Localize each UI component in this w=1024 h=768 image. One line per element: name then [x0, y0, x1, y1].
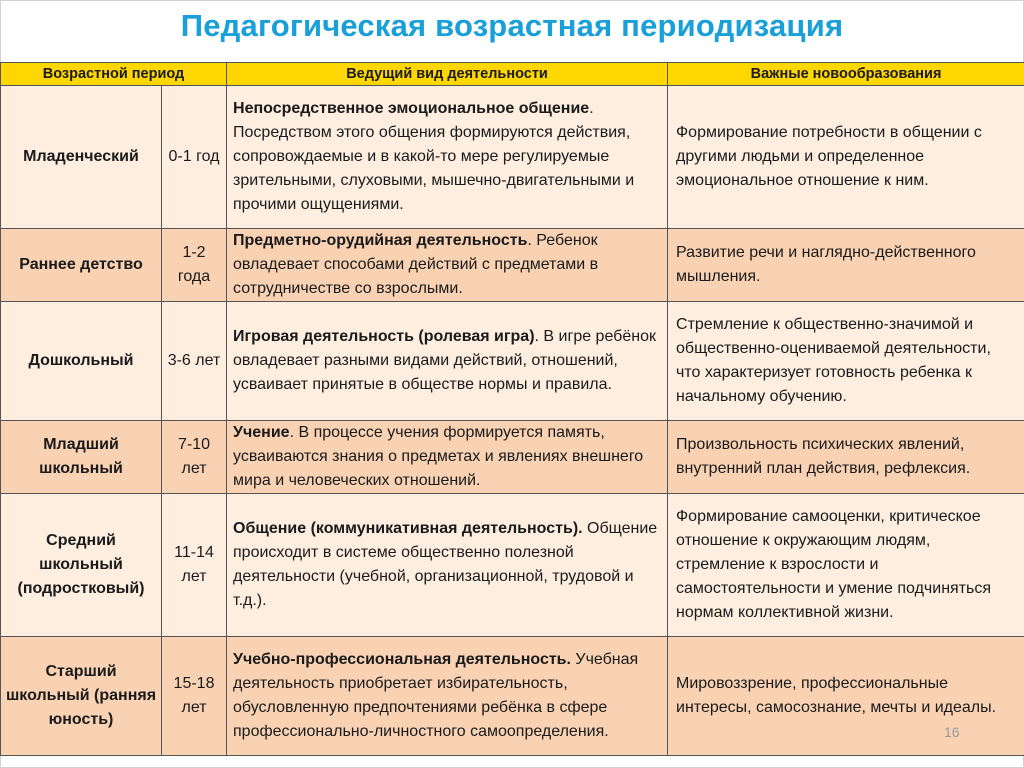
table-row	[1, 229, 1024, 302]
periodization-table	[0, 62, 1024, 756]
outcome-cell: Произвольность психических явлений, внутренний план действия, рефлексия.	[668, 421, 1024, 494]
activity-description: Общение происходит в системе общественно полезной деятельности (учебной, организационной, трудовой и т.д.).	[233, 520, 658, 609]
table-row	[1, 637, 1024, 756]
age-cell: 1-2 года	[162, 229, 227, 302]
activity-lead: Общение (коммуникативная деятельность).	[233, 520, 583, 537]
outcome-cell: Мировоззрение, профессиональные интересы, самосознание, мечты и идеалы.	[668, 637, 1024, 756]
age-cell: 11-14 лет	[162, 494, 227, 637]
period-cell: Дошкольный	[1, 302, 162, 421]
period-cell: Старший школьный (ранняя юность)	[1, 637, 162, 756]
activity-lead: Учение	[233, 424, 290, 441]
outcome-cell: Стремление к общественно-значимой и общественно-оцениваемой деятельности, что характеризует готовность ребенка к начальному обучению.	[668, 302, 1024, 421]
period-cell: Средний школьный (подростковый)	[1, 494, 162, 637]
activity-description: . Ребенок овладевает способами действий с предметами в сотрудничестве со взрослыми.	[233, 232, 599, 297]
activity-description: . В игре ребёнок овладевает разными видами действий, отношений, усваивает принятые в обществе нормы и правила.	[233, 328, 656, 393]
age-cell: 3-6 лет	[162, 302, 227, 421]
activity-description: . Посредством этого общения формируются действия, сопровождаемые и в какой-то мере регулируемые зрительными, слуховыми, мышечно-двигательными и прочими ощущениями.	[233, 100, 635, 213]
table-row	[1, 421, 1024, 494]
table-header-row	[1, 63, 1024, 86]
outcome-cell: Формирование потребности в общении с другими людьми и определенное эмоциональное отношение к ним.	[668, 86, 1024, 229]
table-row	[1, 86, 1024, 229]
outcome-cell: Развитие речи и наглядно-действенного мышления.	[668, 229, 1024, 302]
activity-lead: Предметно-орудийная деятельность	[233, 232, 528, 249]
activity-cell	[227, 421, 668, 494]
age-cell: 7-10 лет	[162, 421, 227, 494]
period-cell: Младший школьный	[1, 421, 162, 494]
activity-cell	[227, 86, 668, 229]
activity-description: . В процессе учения формируется память, усваиваются знания о предметах и явлениях внешнего мира и человеческих отношений.	[233, 424, 644, 489]
period-cell: Младенческий	[1, 86, 162, 229]
activity-cell	[227, 302, 668, 421]
activity-cell	[227, 229, 668, 302]
header-activity: Ведущий вид деятельности	[227, 63, 668, 86]
activity-cell	[227, 494, 668, 637]
age-cell: 15-18 лет	[162, 637, 227, 756]
page-number: 16	[944, 724, 960, 740]
header-period: Возрастной период	[1, 63, 227, 86]
outcome-cell: Формирование самооценки, критическое отношение к окружающим людям, стремление к взрослости и самостоятельности и умение подчиняться нормам коллективной жизни.	[668, 494, 1024, 637]
activity-lead: Непосредственное эмоциональное общение	[233, 100, 590, 117]
activity-lead: Учебно-профессиональная деятельность.	[233, 651, 571, 668]
activity-lead: Игровая деятельность (ролевая игра)	[233, 328, 535, 345]
period-cell: Раннее детство	[1, 229, 162, 302]
activity-cell	[227, 637, 668, 756]
table-row	[1, 302, 1024, 421]
activity-description: Учебная деятельность приобретает избирательность, обусловленную предпочтениями ребёнка в сфере профессионально-личностного самоопределения.	[233, 651, 639, 740]
header-outcome: Важные новообразования	[668, 63, 1024, 86]
table-row	[1, 494, 1024, 637]
age-cell: 0-1 год	[162, 86, 227, 229]
slide-title: Педагогическая возрастная периодизация	[180, 8, 844, 43]
